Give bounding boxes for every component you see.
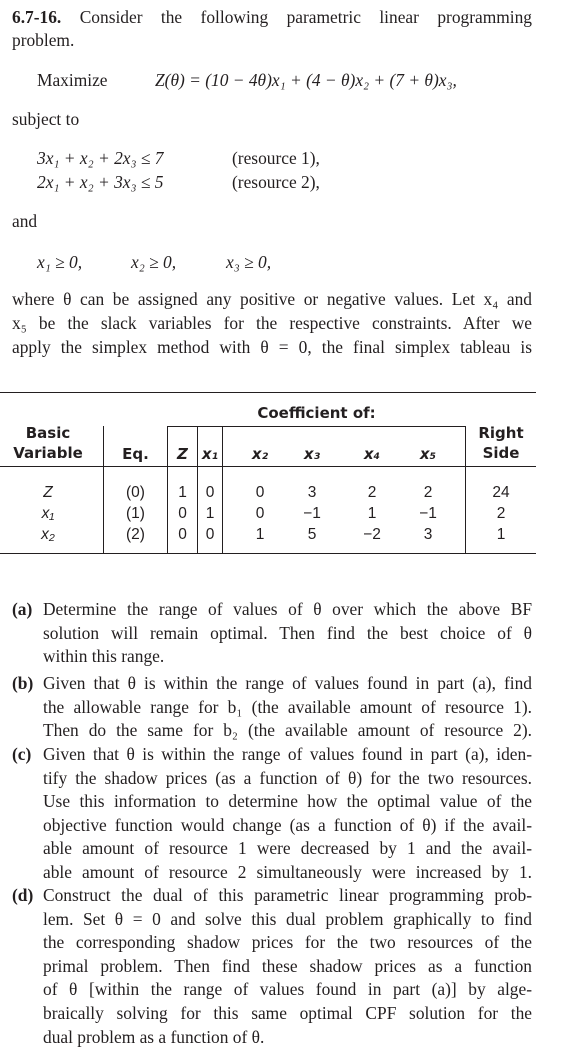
question-label: (b)	[12, 673, 34, 693]
maximize-label: Maximize	[37, 70, 108, 90]
x4-header: x₄	[363, 445, 381, 463]
table-cell-z: 0	[178, 505, 187, 522]
objective-function: Z(θ) = (10 − 4θ)x₁ + (4 − θ)x₂ + (7 + θ)x₃,	[155, 70, 457, 90]
eq-header: Eq.	[122, 445, 149, 463]
question-d	[12, 884, 532, 1049]
question-line: braically solving for this same optimal CPF solution for the	[43, 1002, 532, 1023]
table-cell-eq: (0)	[126, 484, 145, 501]
question-a	[12, 598, 532, 669]
constraint-1: 3x₁ + x₂ + 2x₃ ≤ 7	[37, 148, 164, 168]
table-cell: 1	[205, 505, 215, 522]
table-cell: 2	[367, 484, 377, 501]
question-line: Given that θ is within the range of values found in part (a), find	[43, 673, 532, 693]
question-line: the allowable range for b₁ (the available amount of resource 1).	[43, 696, 532, 717]
nonneg-x2: x₂ ≥ 0,	[131, 252, 177, 272]
table-cell: 3	[307, 484, 317, 501]
question-line: the corresponding shadow prices for the two resources of the	[43, 932, 532, 953]
table-cell-rhs: 24	[492, 484, 510, 501]
question-line: Then do the same for b₂ (the available amount of resource 2).	[43, 720, 532, 741]
question-line: within this range.	[43, 646, 165, 667]
table-cell-basic: x₁	[41, 505, 55, 522]
question-line: able amount of resource 1 were decreased by 1 and the avail-	[43, 838, 532, 859]
table-cell: 5	[307, 526, 317, 543]
constraint-2: 2x₁ + x₂ + 3x₃ ≤ 5	[37, 172, 164, 192]
table-cell: −2	[363, 526, 381, 543]
nonneg-x1: x₁ ≥ 0,	[37, 252, 83, 272]
question-line: objective function would change (as a function of θ) if the avail-	[43, 814, 532, 835]
nonneg-x3: x₃ ≥ 0,	[226, 252, 272, 272]
problem-number: 6.7-16.	[12, 7, 62, 27]
table-cell: 0	[255, 505, 265, 522]
question-line: tify the shadow prices (as a function of θ) for the two resources.	[43, 767, 532, 788]
coefficient-rule	[168, 426, 465, 427]
header-rule	[0, 466, 536, 467]
paragraph-line-2: x₅ be the slack variables for the respective constraints. After we	[12, 313, 532, 333]
question-c	[12, 743, 532, 885]
question-line: Construct the dual of this parametric linear programming prob-	[43, 885, 532, 905]
table-vrule	[222, 426, 223, 553]
table-cell-z: 1	[178, 484, 187, 501]
x3-header: x₃	[303, 445, 321, 463]
simplex-tableau	[0, 392, 540, 554]
table-cell-rhs: 2	[496, 505, 506, 522]
table-cell: 1	[367, 505, 377, 522]
problem-intro-line-1	[12, 6, 532, 28]
x5-header: x₅	[419, 445, 437, 463]
table-cell: −1	[419, 505, 437, 522]
table-cell: 1	[255, 526, 265, 543]
question-line: lem. Set θ = 0 and solve this dual problem graphically to find	[43, 908, 532, 929]
right-header: Right	[478, 424, 524, 442]
question-label: (d)	[12, 885, 34, 905]
table-cell-basic: Z	[43, 484, 53, 501]
x1-header: x₁	[201, 445, 219, 463]
table-bottom-rule	[0, 553, 536, 554]
x2-header: x₂	[251, 445, 269, 463]
question-line: Determine the range of values of θ over which the above BF	[43, 599, 532, 619]
paragraph-line-3: apply the simplex method with θ = 0, the final simplex tableau is	[12, 337, 532, 357]
constraint-1-note: (resource 1),	[232, 148, 320, 168]
question-line: Use this information to determine how the optimal value of the	[43, 791, 532, 812]
table-cell-z: 0	[178, 526, 187, 543]
and-label: and	[12, 211, 38, 231]
table-cell-basic: x₂	[41, 526, 55, 543]
subject-to-label: subject to	[12, 109, 80, 129]
question-line: of θ [within the range of values found in part (a)] by alge-	[43, 979, 532, 1000]
question-line: primal problem. Then find these shadow prices as a function	[43, 955, 532, 976]
problem-intro-line-2: problem.	[12, 30, 75, 50]
table-cell-eq: (2)	[126, 526, 145, 543]
variable-header: Variable	[13, 444, 83, 462]
table-cell: 2	[423, 484, 433, 501]
table-cell: −1	[303, 505, 321, 522]
paragraph-line-1: where θ can be assigned any positive or negative values. Let x₄ and	[12, 289, 532, 309]
table-cell-eq: (1)	[126, 505, 145, 522]
basic-header: Basic	[25, 424, 71, 442]
table-cell: 0	[205, 484, 215, 501]
table-top-rule	[0, 392, 536, 393]
table-cell-rhs: 1	[496, 526, 506, 543]
table-cell: 0	[205, 526, 215, 543]
question-label: (c)	[12, 744, 32, 764]
question-line: solution will remain optimal. Then find the best choice of θ	[43, 622, 532, 643]
z-header: Z	[177, 445, 188, 463]
side-header: Side	[482, 444, 520, 462]
question-label: (a)	[12, 599, 33, 619]
question-line: dual problem as a function of θ.	[43, 1026, 265, 1047]
constraint-2-note: (resource 2),	[232, 172, 320, 192]
problem-intro-text: Consider the following parametric linear programming	[79, 7, 533, 27]
coefficient-of-header: Coefficient of:	[257, 404, 376, 422]
question-b	[12, 672, 532, 743]
table-cell: 3	[423, 526, 433, 543]
question-line: able amount of resource 2 simultaneously were increased by 1.	[43, 861, 532, 882]
table-cell: 0	[255, 484, 265, 501]
question-line: Given that θ is within the range of values found in part (a), iden-	[43, 744, 532, 764]
